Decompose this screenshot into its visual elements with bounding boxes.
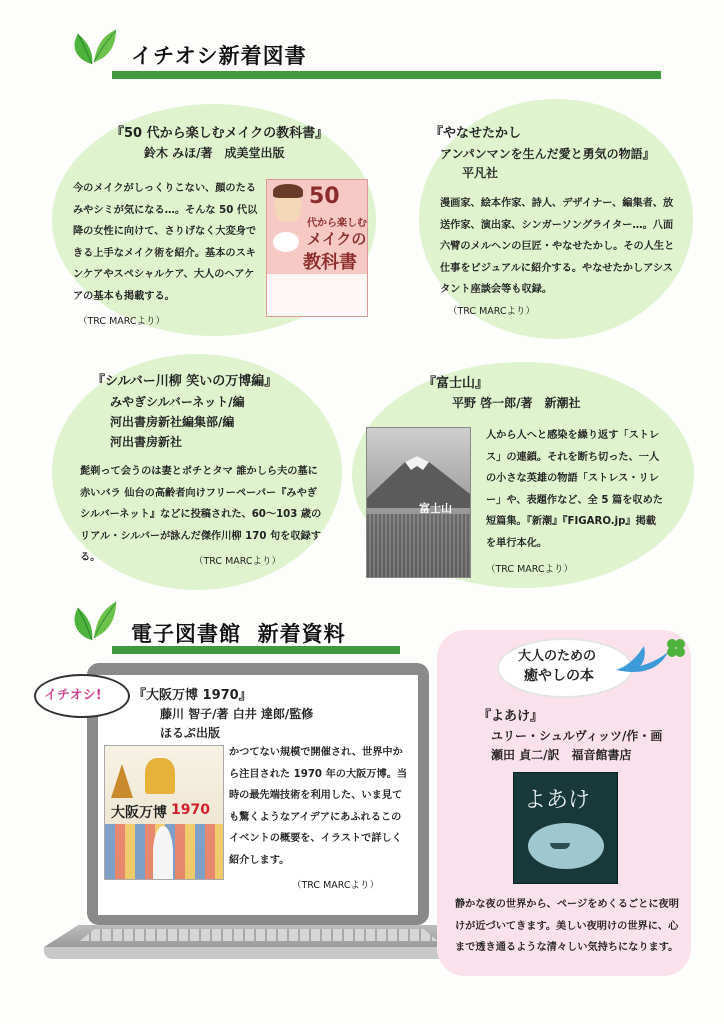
book-description: 静かな夜の世界から、ページをめくるごとに夜明けが近づいてきます。美しい夜明けの世界に、心まで透き通るような清々しい気持ちになります。 <box>455 899 679 953</box>
cover-illustration-sun-tower <box>153 826 173 879</box>
cover-illustration-pagoda <box>111 764 133 798</box>
laptop-keyboard <box>80 929 438 941</box>
bird-icon <box>614 640 670 680</box>
book-editor: 河出書房新社編集部/編 <box>110 415 235 429</box>
book-cover-yoake <box>513 772 618 884</box>
book-cover-expo <box>104 745 224 880</box>
cover-number: 50 <box>309 184 340 209</box>
healing-heading-line1: 大人のための <box>518 649 597 664</box>
book-author-publisher: 平野 啓一郎/著 新潮社 <box>452 396 581 410</box>
cover-bottom-band <box>267 274 367 316</box>
clover-icon <box>664 636 688 660</box>
cover-title-line1: メイクの <box>307 230 367 248</box>
cover-year: 1970 <box>171 802 210 818</box>
book-publisher: 平凡社 <box>462 166 499 180</box>
cover-illustration-boat <box>550 843 570 849</box>
cover-badge <box>273 232 299 252</box>
book-subtitle: アンパンマンを生んだ愛と勇気の物語』 <box>440 147 655 161</box>
recommend-badge-label: イチオシ! <box>44 688 102 703</box>
leaf-icon <box>68 24 118 68</box>
book-title: 『富士山』 <box>423 376 489 391</box>
book-source: （TRC MARCより） <box>448 306 536 317</box>
cover-illustration-tower <box>145 758 175 794</box>
book-title: 『大阪万博 1970』 <box>133 688 252 703</box>
book-description: 髭剃って会うのは妻とポチとタマ 誰かしら夫の墓に赤いバラ 仙台の高齢者向けフリーペーパー『みやぎシルバーネット』などに投稿された、60～103 歳のリアル・シルバーが詠んだ傑作川柳 170 句を収録する。 <box>80 466 322 563</box>
book-description: 人から人へと感染を繰り返す「ストレス」の連鎖。それを断ち切った、一人の小さな英雄の物語「ストレス・リレー」や、表題作など、全 5 篇を収めた短篇集。『新潮』『FIGARO.jp』掲載を単行本化。 <box>486 430 663 549</box>
book-description: 漫画家、絵本作家、詩人、デザイナー、編集者、放送作家、演出家、シンガーソングライター…。八面六臂のメルヘンの巨匠・やなせたかし。その人生と仕事をビジュアルに紹介する。やなせたかしアシスタント座談会等も収録。 <box>440 198 675 295</box>
book-author-supervisor: 藤川 智子/著 白井 達郎/監修 <box>160 707 314 721</box>
book-description: 今のメイクがしっくりこない、顔のたるみやシミが気になる…。そんな 50 代以降の女性に向けて、さりげなく大変身できる上手なメイク術を紹介。基本のスキンケアやスペシャルケア、大人のヘアケアの基本も掲載する。 <box>73 183 258 302</box>
cover-subtitle: 代から楽しむ <box>307 218 367 229</box>
section-title-ebook: 電子図書館 新着資料 <box>131 622 346 646</box>
laptop-front <box>44 947 474 959</box>
book-author-illustrator: ユリー・シュルヴィッツ/作・画 <box>491 729 663 743</box>
book-cover-makeup <box>266 179 368 317</box>
book-title: 『シルバー川柳 笑いの万博編』 <box>92 374 278 389</box>
book-editor: みやぎシルバーネット/編 <box>110 395 245 409</box>
book-source: （TRC MARCより） <box>194 556 282 567</box>
book-cover-fuji <box>366 427 471 578</box>
section-title-new-books: イチオシ新着図書 <box>131 44 307 68</box>
cover-title: 富士山 <box>419 502 452 515</box>
cover-grass <box>367 514 470 577</box>
book-title: 『よあけ』 <box>478 709 544 724</box>
book-publisher: ほるぷ出版 <box>160 726 221 740</box>
book-description: かつてない規模で開催され、世界中から注目された 1970 年の大阪万博。当時の最先端技術を利用した、いま見ても驚くようなアイデアにあふれるこのイベントの概要を、イラストで詳しく紹介します。 <box>229 747 408 866</box>
cover-mountain <box>367 448 470 508</box>
leaf-icon <box>68 596 118 644</box>
book-publisher: 河出書房新社 <box>110 435 183 449</box>
book-source: （TRC MARCより） <box>78 316 166 327</box>
book-source: （TRC MARCより） <box>292 880 380 891</box>
book-source: （TRC MARCより） <box>486 564 574 575</box>
section-rule <box>112 646 400 654</box>
book-author-publisher: 鈴木 みほ/著 成美堂出版 <box>144 146 285 160</box>
healing-heading-line2: 癒やしの本 <box>524 668 594 684</box>
book-title: 『50 代から楽しむメイクの教科書』 <box>111 126 329 141</box>
cover-title: 大阪万博 <box>111 805 167 821</box>
book-translator-publisher: 瀬田 貞二/訳 福音館書店 <box>491 748 632 762</box>
cover-title: よあけ <box>524 788 591 813</box>
section-rule <box>112 71 661 79</box>
book-title: 『やなせたかし <box>430 126 522 141</box>
cover-illustration-hair <box>273 184 303 198</box>
cover-title-line2: 教科書 <box>303 252 357 273</box>
